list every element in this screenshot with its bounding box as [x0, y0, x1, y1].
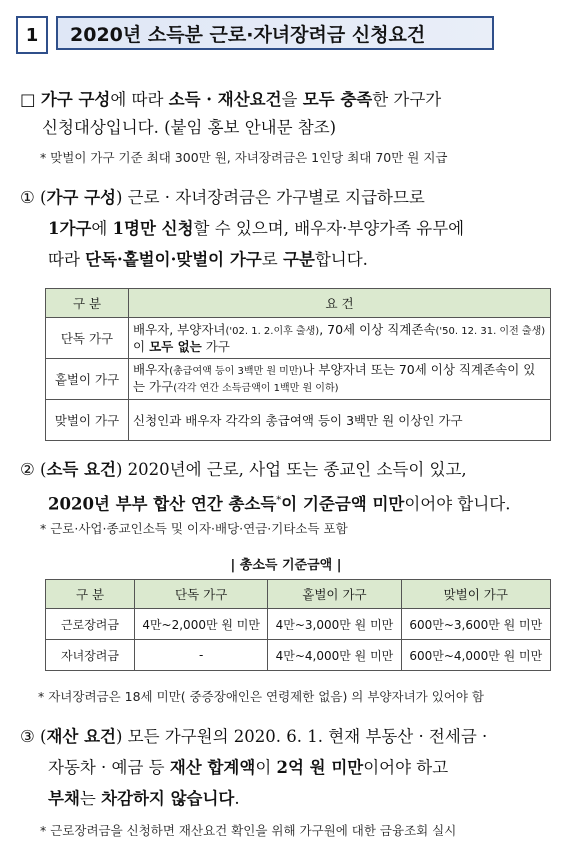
income-threshold-table	[45, 579, 551, 671]
child-credit-note: * 자녀장려금은 18세 미만( 중증장애인은 연령제한 없음) 의 부양자녀가 있어야 함	[38, 689, 484, 704]
table-caption: | 총소득 기준금액 |	[230, 558, 342, 573]
household-requirement: ① (가구 구성) 근로 · 자녀장려금은 가구별로 지급하므로 1가구에 1명만 신청할 수 있으며, 배우자·부양가족 유무에 따라 단독·홑벌이·맞벌이 가구로 구분합니다.	[20, 188, 465, 269]
table-header-row: 구 분 단독 가구 홑벌이 가구 맞벌이 가구	[46, 580, 551, 609]
table-header-row: 구 분 요 건	[46, 289, 551, 318]
household-type-table	[45, 288, 551, 441]
table-row: 근로장려금 4만~2,000만 원 미만 4만~3,000만 원 미만 600만~3,600만 원 미만	[46, 609, 551, 640]
income-note: * 근로·사업·종교인소득 및 이자·배당·연금·기타소득 포함	[40, 521, 348, 536]
intro-note: * 맞벌이 가구 기준 최대 300만 원, 자녀장려금은 1인당 최대 70만 원 지급	[40, 150, 448, 165]
asset-note: * 근로장려금을 신청하면 재산요건 확인을 위해 가구원에 대한 금융조회 실시	[40, 823, 457, 838]
income-requirement: ② (소득 요건) 2020년에 근로, 사업 또는 종교인 소득이 있고, 2020년 부부 합산 연간 총소득*이 기준금액 미만이어야 합니다.	[20, 460, 511, 514]
section-title: 2020년 소득분 근로·자녀장려금 신청요건	[56, 16, 494, 50]
table-row: 홑벌이 가구 배우자(총급여액 등이 3백만 원 미만)나 부양자녀 또는 70세 이상 직계존속이 있는 가구(각각 연간 소득금액이 1백만 원 이하)	[46, 359, 551, 400]
square-bullet: □	[20, 90, 36, 109]
section-number: 1	[16, 16, 48, 54]
table-row: 맞벌이 가구 신청인과 배우자 각각의 총급여액 등이 3백만 원 이상인 가구	[46, 400, 551, 441]
asset-requirement: ③ (재산 요건) 모든 가구원의 2020. 6. 1. 현재 부동산 · 전세금 · 자동차 · 예금 등 재산 합계액이 2억 원 미만이어야 하고 부채는 차감하지 않습니다.	[20, 727, 488, 808]
table-row: 단독 가구 배우자, 부양자녀('02. 1. 2.이후 출생), 70세 이상 직계존속('50. 12. 31. 이전 출생)이 모두 없는 가구	[46, 318, 551, 359]
section-header	[16, 16, 494, 54]
intro-paragraph: □ 가구 구성에 따라 소득 · 재산요건을 모두 충족한 가구가 신청대상입니다. (붙임 홍보 안내문 참조)	[20, 90, 442, 137]
table-row: 자녀장려금 - 4만~4,000만 원 미만 600만~4,000만 원 미만	[46, 640, 551, 671]
